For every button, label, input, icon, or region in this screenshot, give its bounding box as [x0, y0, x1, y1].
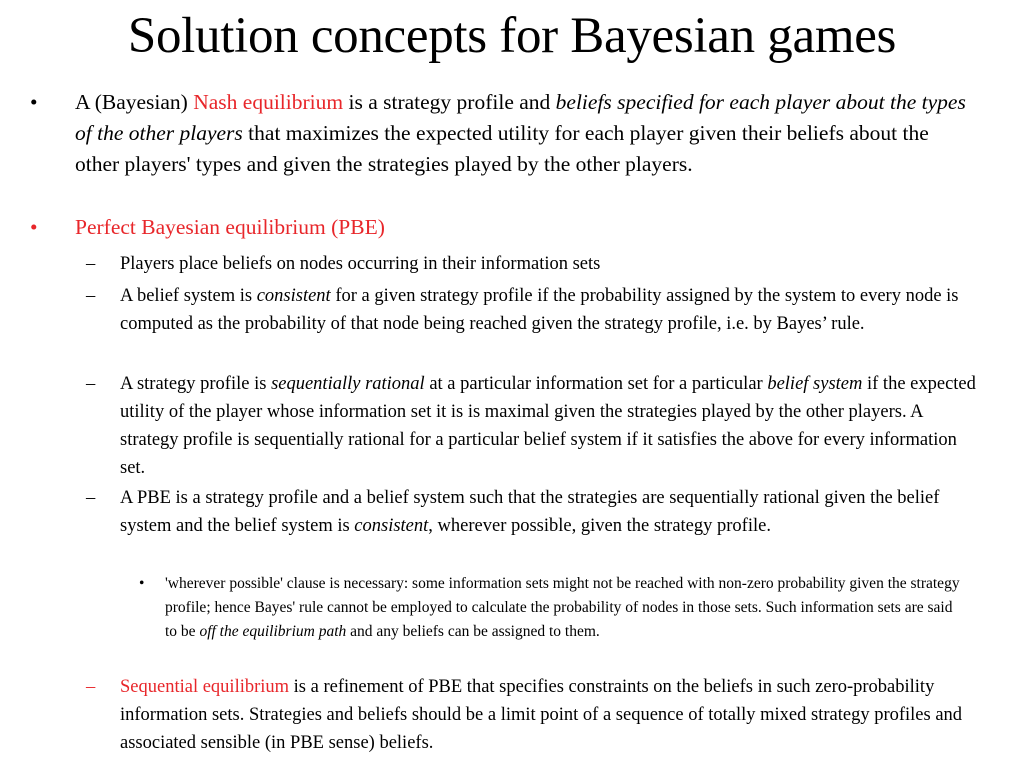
text-run: is a refinement of PBE that specifies constraints on the beliefs in such zero-probability information sets. Strategies and beliefs should be a limit point of a sequence of totally mixed strategy profiles and associated sensible (in PBE sense) beliefs. [120, 677, 963, 753]
text-run: A strategy profile is [120, 374, 272, 394]
italic-consistent: consistent [354, 516, 429, 536]
italic-consistent: consistent [256, 286, 331, 306]
term-sequential-equilibrium: Sequential equilibrium [120, 677, 290, 697]
text-run: , wherever possible, given the strategy profile. [428, 516, 771, 536]
text-run: and any beliefs can be assigned to them. [346, 623, 600, 640]
sub-item-consistent [120, 282, 980, 338]
dash-marker: – [86, 374, 96, 394]
text-run: is a strategy profile and [343, 90, 556, 114]
italic-sequentially-rational: sequentially rational [271, 374, 425, 394]
sub-item-pbe-definition [120, 484, 980, 540]
text-run: that maximizes the expected utility for each player given their beliefs about the other players' types and given the strategies played by the other players. [75, 121, 929, 176]
text-run: for a given strategy profile if the probability assigned by the system to every node is computed as the probability of that node being reached given the strategy profile, i.e. by Bayes’ rule. [120, 286, 959, 334]
sub-item-beliefs-on-nodes: Players place beliefs on nodes occurring in their information sets [120, 254, 601, 274]
bullet-perfect-bayesian-equilibrium: Perfect Bayesian equilibrium (PBE) [75, 215, 385, 239]
text-run: A PBE is a strategy profile and a belief system such that the strategies are sequentially rational given the belief system and the belief system is [120, 488, 940, 536]
text-run: A (Bayesian) [75, 90, 194, 114]
text-run: at a particular information set for a particular [424, 374, 768, 394]
dash-marker: – [86, 254, 96, 274]
text-run: if the expected utility of the player whose information set it is is maximal given the strategies played by the other players. A strategy profile is sequentially rational for a particular belief system if it satisfies the above for every information set. [120, 374, 976, 478]
text-run: 'wherever possible' clause is necessary: some information sets might not be reached with non-zero probability given the strategy profile; hence Bayes' rule cannot be employed to calculate the probability of nodes in those sets. Such information sets are said to be [165, 575, 960, 640]
italic-belief-system: belief system [767, 374, 863, 394]
dash-marker: – [86, 286, 96, 306]
subsub-item-wherever-possible [165, 572, 965, 644]
dash-marker: – [86, 488, 96, 508]
italic-off-equilibrium-path: off the equilibrium path [199, 623, 347, 640]
dash-marker-red: – [86, 677, 96, 697]
bullet-marker-small: • [139, 575, 145, 592]
bullet-marker-red: • [30, 215, 38, 239]
italic-beliefs: beliefs specified for each player about the types of the other players [75, 90, 966, 145]
text-run: A belief system is [120, 286, 257, 306]
sub-item-sequentially-rational [120, 370, 980, 482]
term-nash-equilibrium: Nash equilibrium [193, 90, 344, 114]
slide-title: Solution concepts for Bayesian games [127, 8, 897, 64]
sub-item-sequential-equilibrium [120, 673, 980, 757]
bullet-marker: • [30, 90, 38, 114]
bullet-nash-equilibrium [75, 87, 975, 180]
